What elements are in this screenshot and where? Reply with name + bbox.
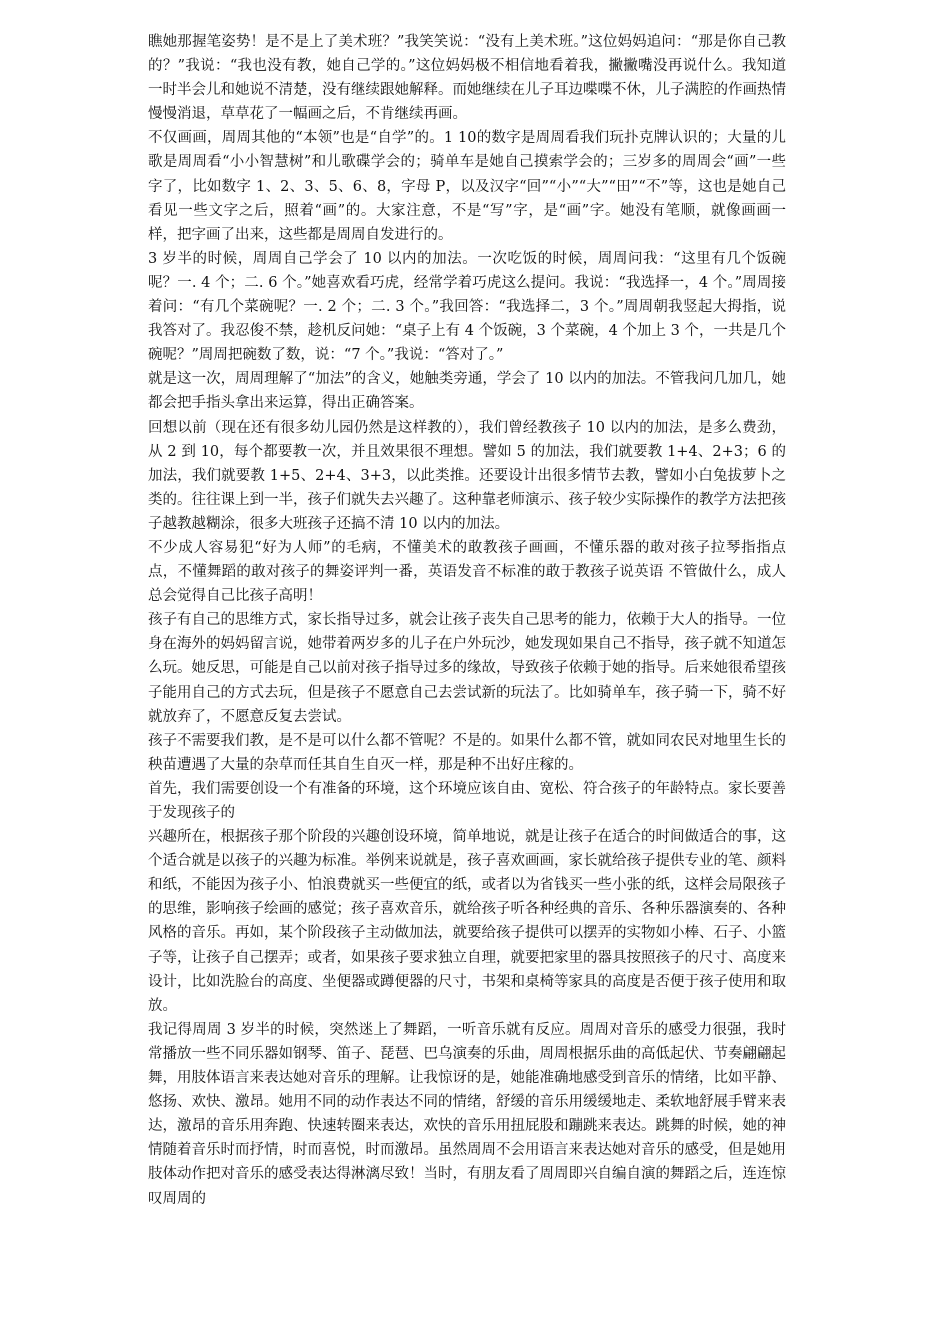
document-page bbox=[148, 30, 786, 1211]
paragraph-9: 首先，我们需要创设一个有准备的环境，这个环境应该自由、宽松、符合孩子的年龄特点。家长要善于发现孩子的 bbox=[148, 780, 786, 821]
paragraph-7: 孩子有自己的思维方式，家长指导过多，就会让孩子丧失自己思考的能力，依赖于大人的指导。一位身在海外的妈妈留言说，她带着两岁多的儿子在户外玩沙，她发现如果自己不指导，孩子就不知道怎么玩。她反思，可能是自己以前对孩子指导过多的缘故，导致孩子依赖于她的指导。后来她很希望孩子能用自己的方式去玩，但是孩子不愿意自己去尝试新的玩法了。比如骑单车，孩子骑一下，骑不好就放弃了，不愿意反复去尝试。 bbox=[148, 612, 786, 725]
paragraph-11: 我记得周周 3 岁半的时候，突然迷上了舞蹈，一听音乐就有反应。周周对音乐的感受力很强，我时常播放一些不同乐器如钢琴、笛子、琵琶、巴乌演奏的乐曲，周周根据乐曲的高低起伏、节奏翩翩起舞，用肢体语言来表达她对音乐的理解。让我惊讶的是，她能准确地感受到音乐的情绪，比如平静、悠扬、欢快、激昂。她用不同的动作表达不同的情绪，舒缓的音乐用缓缓地走、柔软地舒展手臂来表达，激昂的音乐用奔跑、快速转圈来表达，欢快的音乐用扭屁股和蹦跳来表达。跳舞的时候，她的神情随着音乐时而抒情，时而喜悦，时而激昂。虽然周周不会用语言来表达她对音乐的感受，但是她用肢体动作把对音乐的感受表达得淋漓尽致！当时，有朋友看了周周即兴自编自演的舞蹈之后，连连惊叹周周的 bbox=[148, 1021, 786, 1207]
paragraph-5: 回想以前（现在还有很多幼儿园仍然是这样教的），我们曾经教孩子 10 以内的加法，是多么费劲，从 2 到 10，每个都要教一次，并且效果很不理想。譬如 5 的加法，我们就要教 1+4、2+3；6 的加法，我们就要教 1+5、2+4、3+3，以此类推。还要设计出很多情节去教，譬如小白兔拔萝卜之类的。往往课上到一半，孩子们就失去兴趣了。这种靠老师演示、孩子较少实际操作的教学方法把孩子越教越糊涂，很多大班孩子还搞不清 10 以内的加法。 bbox=[148, 419, 786, 532]
paragraph-2: 不仅画画，周周其他的“本领”也是“自学”的。1 10的数字是周周看我们玩扑克牌认识的；大量的儿歌是周周看“小小智慧树”和儿歌碟学会的；骑单车是她自己摸索学会的；三岁多的周周会“画”一些字了，比如数字 1、2、3、5、6、8，字母 P，以及汉字“回”“小”“大”“田”“不”等，这也是她自己看见一些文字之后，照着“画”的。大家注意，不是“写”字，是“画”字。她没有笔顺，就像画画一样，把字画了出来，这些都是周周自发进行的。 bbox=[148, 130, 786, 243]
paragraph-6: 不少成人容易犯“好为人师”的毛病，不懂美术的敢教孩子画画，不懂乐器的敢对孩子拉琴指指点点，不懂舞蹈的敢对孩子的舞姿评判一番，英语发音不标准的敢于教孩子说英语 不管做什么，成人总会觉得自己比孩子高明！ bbox=[148, 539, 786, 605]
paragraph-8: 孩子不需要我们教，是不是可以什么都不管呢？不是的。如果什么都不管，就如同农民对地里生长的秧苗遭遇了大量的杂草而任其自生自灭一样，那是种不出好庄稼的。 bbox=[148, 732, 786, 773]
paragraph-10: 兴趣所在，根据孩子那个阶段的兴趣创设环境，简单地说，就是让孩子在适合的时间做适合的事，这个适合就是以孩子的兴趣为标准。举例来说就是，孩子喜欢画画，家长就给孩子提供专业的笔、颜料和纸，不能因为孩子小、怕浪费就买一些便宜的纸，或者以为省钱买一些小张的纸，这样会局限孩子的思维，影响孩子绘画的感觉；孩子喜欢音乐，就给孩子听各种经典的音乐、各种乐器演奏的、各种风格的音乐。再如，某个阶段孩子主动做加法，就要给孩子提供可以摆弄的实物如小棒、石子、小篮子等，让孩子自己摆弄；或者，如果孩子要求独立自理，就要把家里的器具按照孩子的尺寸、高度来设计，比如洗脸台的高度、坐便器或蹲便器的尺寸，书架和桌椅等家具的高度是否便于孩子使用和取放。 bbox=[148, 829, 786, 1014]
paragraph-3: 3 岁半的时候，周周自己学会了 10 以内的加法。一次吃饭的时候，周周问我：“这里有几个饭碗呢？一. 4 个；二. 6 个。”她喜欢看巧虎，经常学着巧虎这么提问。我说：“我选择一，4 个。”周周接着问：“有几个菜碗呢？一. 2 个；二. 3 个。”我回答：“我选择二，3 个。”周周朝我竖起大拇指，说我答对了。我忍俊不禁，趁机反问她：“桌子上有 4 个饭碗，3 个菜碗，4 个加上 3 个，一共是几个碗呢？”周周把碗数了数，说：“7 个。”我说：“答对了。” bbox=[148, 250, 786, 364]
paragraph-4: 就是这一次，周周理解了“加法”的含义，她触类旁通，学会了 10 以内的加法。不管我问几加几，她都会把手指头拿出来运算，得出正确答案。 bbox=[148, 371, 786, 412]
paragraph-1: 瞧她那握笔姿势！是不是上了美术班？”我笑笑说：“没有上美术班。”这位妈妈追问：“那是你自己教的？”我说：“我也没有教，她自己学的。”这位妈妈极不相信地看着我，撇撇嘴没再说什么。我知道一时半会儿和她说不清楚，没有继续跟她解释。而她继续在儿子耳边喋喋不休，儿子满腔的作画热情慢慢消退，草草花了一幅画之后，不肯继续再画。 bbox=[148, 34, 786, 123]
